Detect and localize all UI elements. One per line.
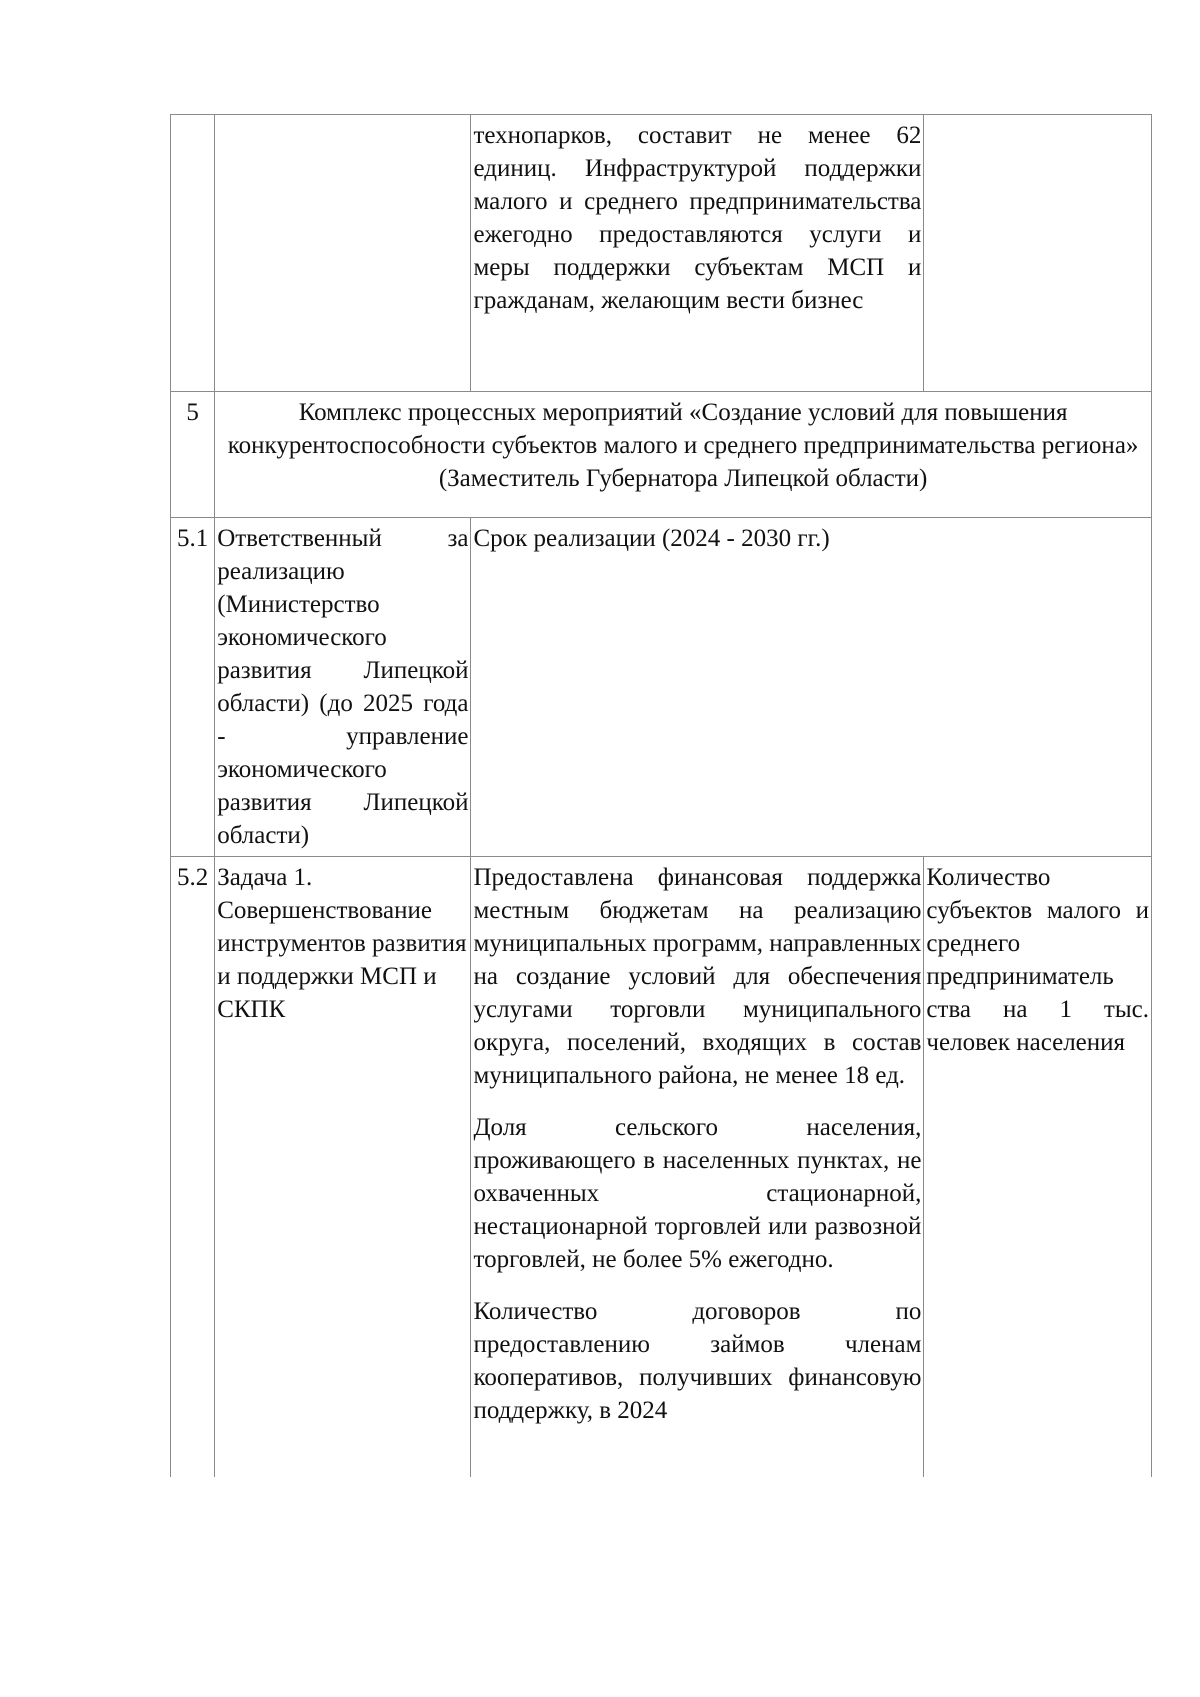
document-table bbox=[170, 114, 1152, 1477]
table-row bbox=[171, 392, 1152, 518]
row-number: 5.1 bbox=[171, 518, 215, 857]
table-row bbox=[171, 115, 1152, 392]
result-paragraph: Предоставлена финансовая поддержка местным бюджетам на реализацию муниципальных программ, направленных на создание условий для обеспечения услугами торговли муниципального округа, поселений, входящих в состав муниципального района, не менее 18 ед. bbox=[473, 864, 922, 1089]
task-cell: Задача 1. Совершенствование инструментов развития и поддержки МСП и СКПК bbox=[215, 857, 471, 1477]
responsible-cell: Ответственный за реализацию (Министерство экономического развития Липецкой области) (до 2025 года - управление экономического развития Липецкой области) bbox=[215, 518, 471, 857]
result-cell: технопарков, составит не менее 62 единиц. Инфраструктурой поддержки малого и среднего предпринимательства ежегодно предоставляются услуги и меры поддержки субъектам МСП и гражданам, желающим вести бизнес bbox=[471, 115, 924, 392]
row-number bbox=[171, 115, 215, 392]
indicator-cell bbox=[924, 115, 1152, 392]
table-row bbox=[171, 857, 1152, 1477]
section-heading-title: Комплекс процессных мероприятий «Создание условий для повышения конкурентоспособности субъектов малого и среднего предпринимательства региона» bbox=[227, 399, 1139, 459]
implementation-period-cell: Срок реализации (2024 - 2030 гг.) bbox=[471, 518, 1152, 857]
table-row bbox=[171, 518, 1152, 857]
section-heading-curator: (Заместитель Губернатора Липецкой области) bbox=[438, 465, 928, 492]
responsible-cell bbox=[215, 115, 471, 392]
result-cell bbox=[471, 857, 924, 1477]
section-heading-cell bbox=[215, 392, 1152, 518]
row-number: 5 bbox=[171, 392, 215, 518]
indicator-cell: Количество субъектов малого и среднего предприниматель ства на 1 тыс. человек населения bbox=[924, 857, 1152, 1477]
result-paragraph: Доля сельского населения, проживающего в населенных пунктах, не охваченных стационарной, нестационарной торговлей или развозной торговлей, не более 5% ежегодно. bbox=[473, 1114, 922, 1273]
result-paragraph: Количество договоров по предоставлению займов членам кооперативов, получивших финансовую поддержку, в 2024 bbox=[473, 1298, 922, 1424]
row-number: 5.2 bbox=[171, 857, 215, 1477]
